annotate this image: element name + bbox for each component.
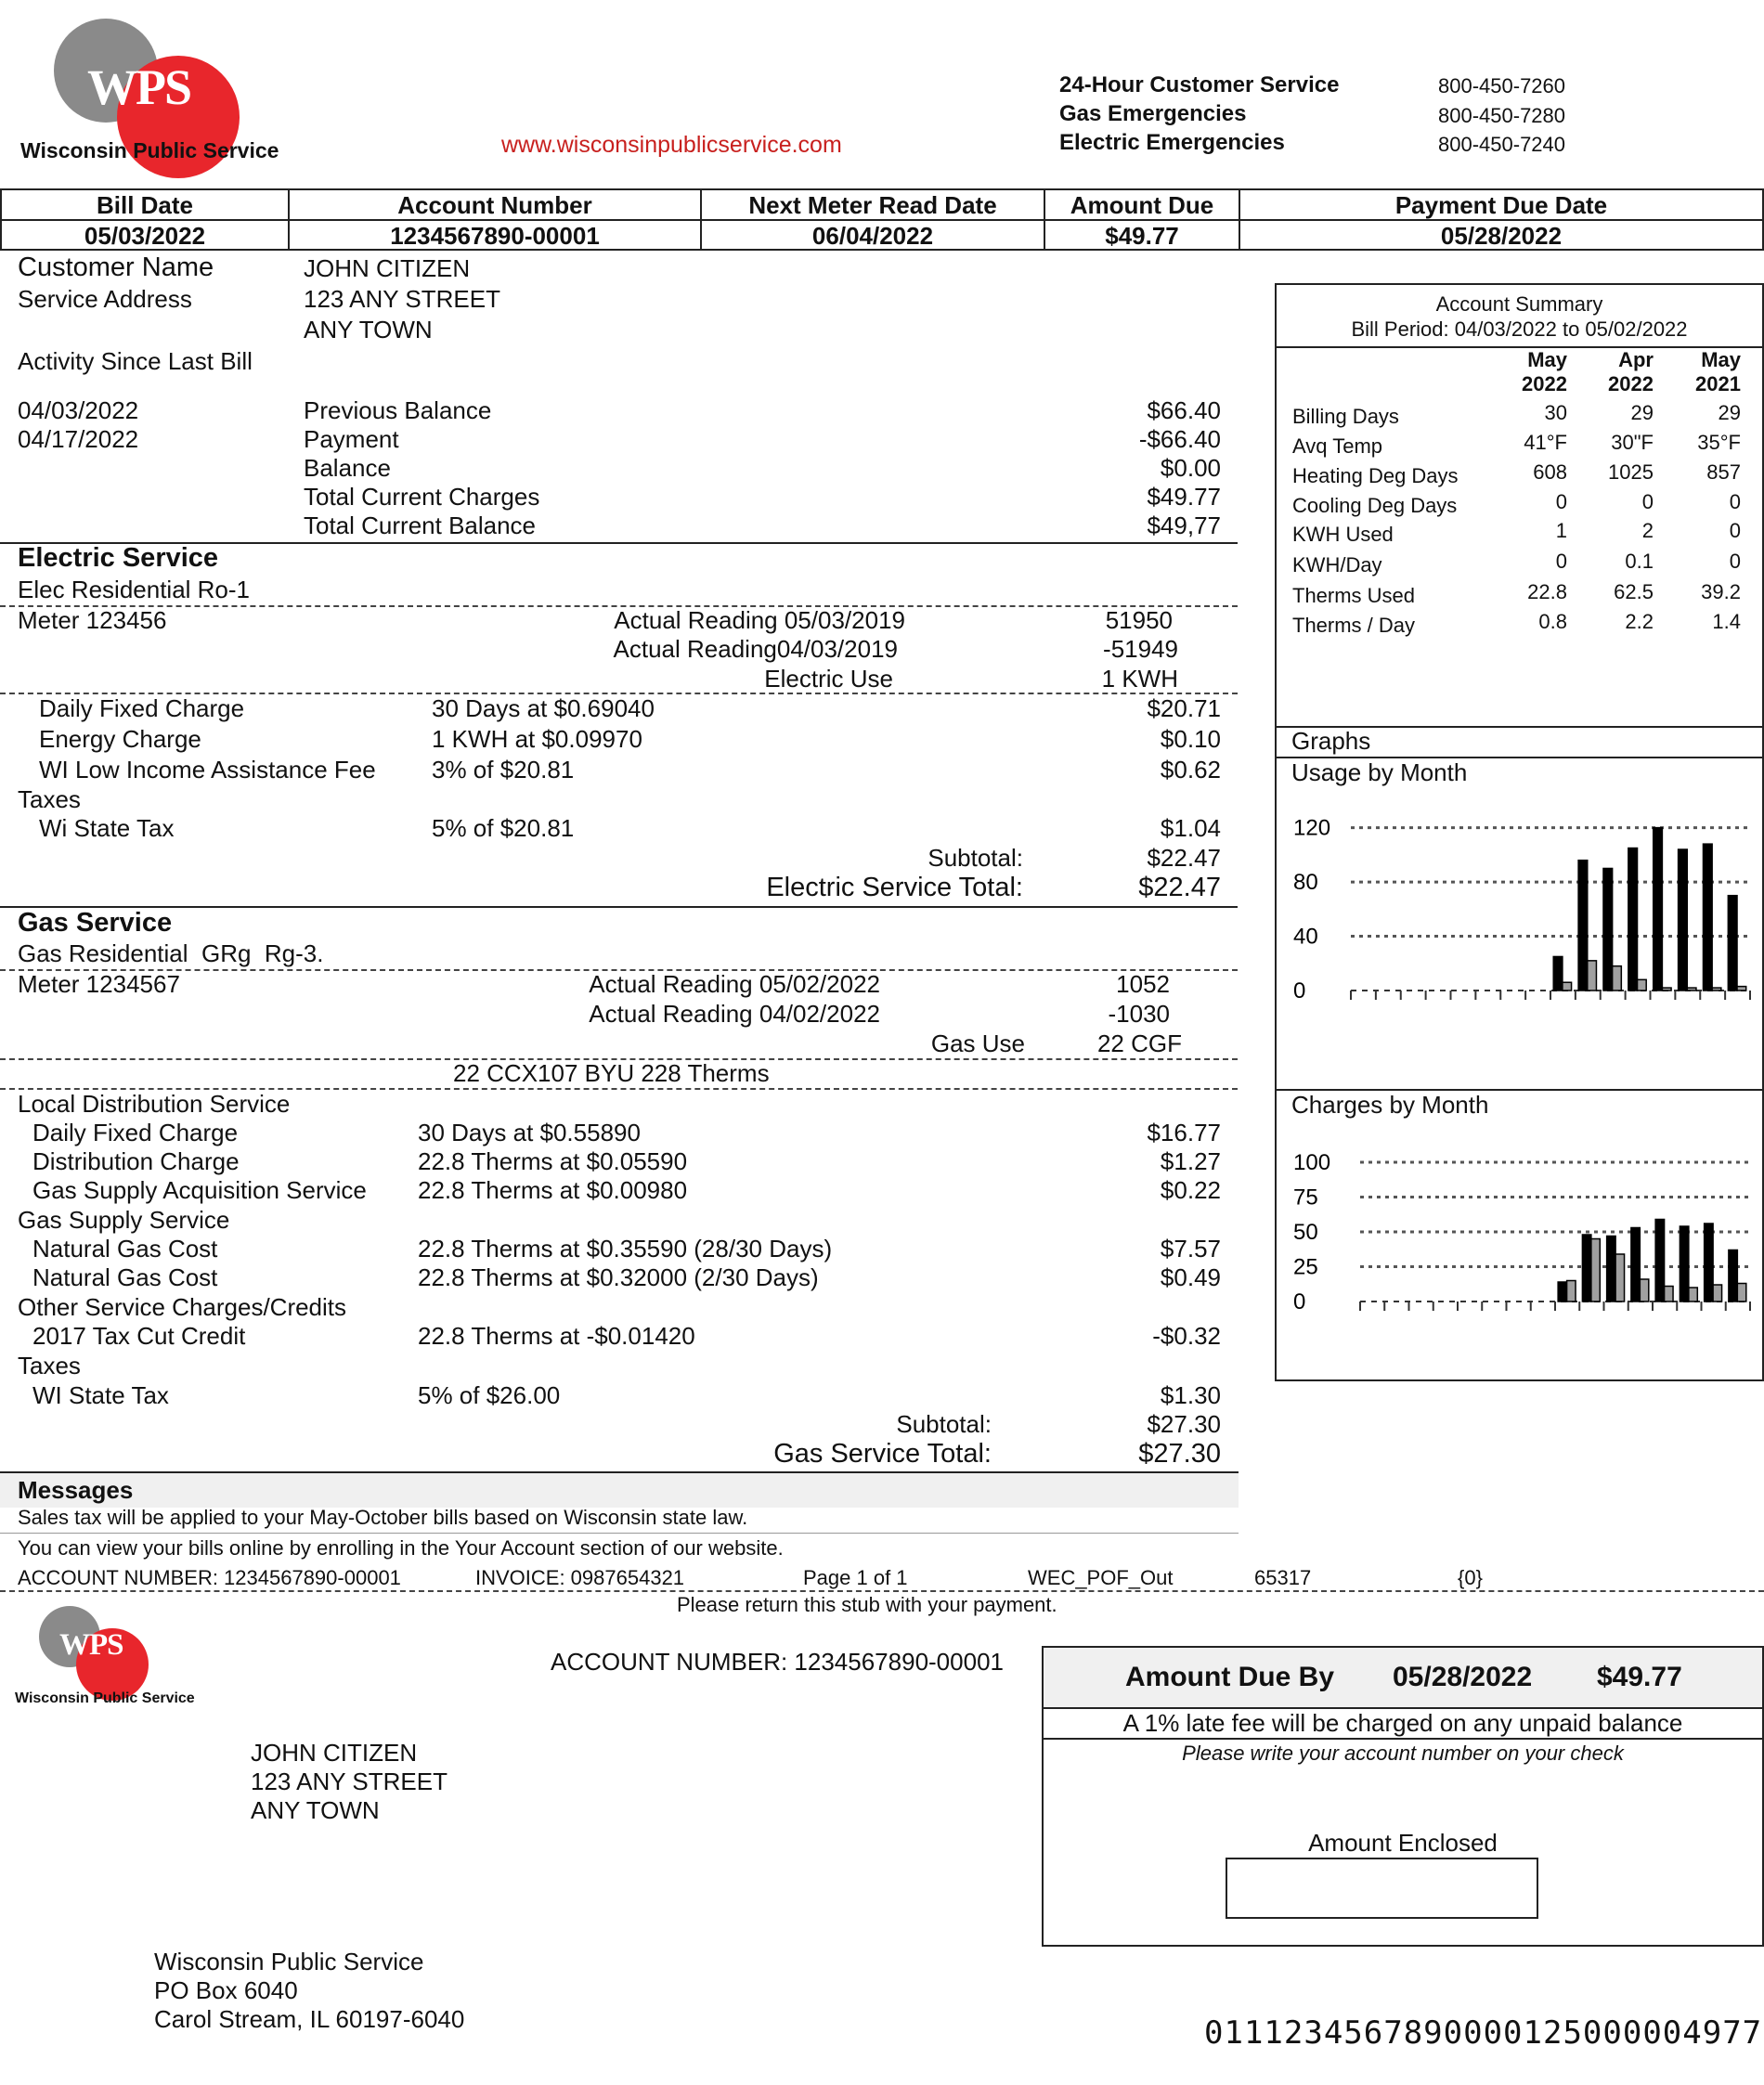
customer-name-label: Customer Name xyxy=(18,253,214,282)
electric-total-label: Electric Service Total: xyxy=(766,873,1023,902)
stub-account: ACCOUNT NUMBER: 1234567890-00001 xyxy=(551,1648,1004,1676)
website-link[interactable]: www.wisconsinpublicservice.com xyxy=(501,132,842,158)
y-tick-label: 80 xyxy=(1293,870,1318,896)
gas-total-label: Gas Service Total: xyxy=(773,1439,992,1469)
td-bill-date: 05/03/2022 xyxy=(2,221,290,251)
chart-svg xyxy=(1277,1120,1762,1362)
y-tick-label: 50 xyxy=(1293,1220,1318,1245)
th-payment-due: Payment Due Date xyxy=(1394,191,1608,219)
bar-prior xyxy=(1588,961,1597,991)
activity-desc: Balance xyxy=(304,454,391,482)
charge-detail: 22.8 Therms at $0.00980 xyxy=(418,1176,688,1204)
tax-detail: 5% of $20.81 xyxy=(432,814,575,842)
activity-date: 04/03/2022 xyxy=(18,396,139,424)
gas-subtotal-label: Subtotal: xyxy=(896,1410,992,1438)
charge-amount: $1.27 xyxy=(1160,1147,1221,1175)
footer-num: 65317 xyxy=(1254,1566,1312,1589)
charge-desc: WI Low Income Assistance Fee xyxy=(39,756,376,783)
y-tick-label: 25 xyxy=(1293,1254,1318,1280)
stub-customer-name: JOHN CITIZEN xyxy=(251,1739,418,1767)
charge-desc: Daily Fixed Charge xyxy=(39,694,245,722)
scanline: 0111234567890000125000004977 xyxy=(1204,2014,1763,2052)
electric-total: $22.47 xyxy=(1138,873,1221,902)
messages-title: Messages xyxy=(18,1476,134,1504)
summary-row-label: Avq Temp xyxy=(1292,434,1383,458)
logo-text: WPS xyxy=(87,59,191,115)
activity-desc: Total Current Charges xyxy=(304,483,540,511)
activity-desc: Payment xyxy=(304,425,399,453)
summary-row-value: 41°F xyxy=(1524,431,1567,454)
charges-chart-title: Charges by Month xyxy=(1291,1091,1489,1119)
bar-current xyxy=(1578,861,1588,991)
electric-subtotal: $22.47 xyxy=(1147,844,1221,872)
contact-phone: 800-450-7260 xyxy=(1438,74,1566,97)
activity-title: Activity Since Last Bill xyxy=(18,347,253,375)
td-amount-due: $49.77 xyxy=(1045,221,1240,251)
usage-chart-title: Usage by Month xyxy=(1291,758,1468,786)
amount-due-bar xyxy=(1044,1648,1762,1709)
customer-street: 123 ANY STREET xyxy=(304,285,500,313)
service-address-label: Service Address xyxy=(18,285,192,313)
remit-box: PO Box 6040 xyxy=(154,1976,298,2004)
th-amount-due: Amount Due xyxy=(1045,190,1240,220)
contact-label: Electric Emergencies xyxy=(1059,130,1285,155)
activity-amount: $66.40 xyxy=(1147,396,1221,424)
taxes-label: Taxes xyxy=(18,785,81,813)
summary-row-value: 30"F xyxy=(1611,431,1654,454)
other-label: Other Service Charges/Credits xyxy=(18,1293,347,1321)
amount-enclosed-field[interactable] xyxy=(1226,1858,1538,1919)
activity-date: 04/17/2022 xyxy=(18,425,139,453)
summary-row-value: 22.8 xyxy=(1527,580,1567,603)
gas-reading-label: Actual Reading 05/02/2022 xyxy=(589,970,880,998)
electric-reading-label: Actual Reading 05/03/2019 xyxy=(614,606,905,634)
y-tick-label: 0 xyxy=(1293,978,1306,1004)
stub-company-name: Wisconsin Public Service xyxy=(15,1690,195,1706)
summary-row-value: 0 xyxy=(1729,490,1741,513)
bar-current xyxy=(1631,1228,1640,1302)
contact-phone: 800-450-7280 xyxy=(1438,104,1566,127)
summary-row-value: 29 xyxy=(1630,401,1654,424)
bar-prior xyxy=(1737,1284,1745,1302)
therms-line: 22 CCX107 BYU 228 Therms xyxy=(453,1059,770,1087)
charge-detail: 22.8 Therms at -$0.01420 xyxy=(418,1322,695,1350)
summary-row-value: 0 xyxy=(1555,490,1567,513)
gas-use-value: 22 CGF xyxy=(1096,1030,1182,1057)
bar-current xyxy=(1582,1235,1590,1302)
summary-row-value: 0 xyxy=(1555,550,1567,573)
bar-current xyxy=(1553,956,1563,991)
tax-desc: Wi State Tax xyxy=(39,814,175,842)
charge-detail: 1 KWH at $0.09970 xyxy=(432,725,642,753)
electric-reading-value: -51949 xyxy=(1103,635,1178,663)
gas-reading-value: 1052 xyxy=(1116,970,1170,998)
bill-info-table xyxy=(0,188,1764,251)
bar-current xyxy=(1680,1226,1688,1302)
amount-enclosed-label: Amount Enclosed xyxy=(1308,1829,1498,1857)
payment-box xyxy=(1042,1646,1764,1947)
charge-desc: Energy Charge xyxy=(39,725,201,753)
bar-current xyxy=(1654,828,1663,991)
check-note: Please write your account number on your check xyxy=(1182,1742,1624,1765)
graphs-label: Graphs xyxy=(1291,727,1371,755)
col-month: Apr xyxy=(1618,348,1654,371)
remit-name: Wisconsin Public Service xyxy=(154,1948,424,1975)
col-month: May xyxy=(1527,348,1567,371)
bar-prior xyxy=(1737,987,1746,991)
electric-meter: Meter 123456 xyxy=(18,606,167,634)
bar-current xyxy=(1603,868,1613,991)
bar-current xyxy=(1729,1250,1737,1302)
tax-amount: $1.04 xyxy=(1160,814,1221,842)
taxes-label: Taxes xyxy=(18,1352,81,1379)
bar-prior xyxy=(1665,1287,1673,1302)
td-account-number: 1234567890-00001 xyxy=(290,221,702,251)
summary-row-label: KWH/Day xyxy=(1292,553,1382,576)
summary-row-value: 2 xyxy=(1641,519,1654,542)
charges-by-month-chart xyxy=(1277,1120,1762,1362)
summary-row-label: Billing Days xyxy=(1292,405,1399,428)
charge-amount: $20.71 xyxy=(1147,694,1221,722)
summary-row-value: 30 xyxy=(1544,401,1567,424)
charge-amount: -$0.32 xyxy=(1152,1322,1221,1350)
electric-subtotal-label: Subtotal: xyxy=(927,844,1023,872)
stub-due-date: 05/28/2022 xyxy=(1393,1662,1533,1692)
chart-svg xyxy=(1277,796,1762,1046)
td-payment-due: 05/28/2022 xyxy=(1440,222,1563,250)
bar-prior xyxy=(1613,966,1622,991)
summary-title: Account Summary xyxy=(1435,292,1603,316)
bar-prior xyxy=(1638,979,1647,991)
charge-amount: $0.62 xyxy=(1160,756,1221,783)
bar-prior xyxy=(1567,1281,1576,1302)
bar-prior xyxy=(1563,982,1572,991)
summary-row-value: 0 xyxy=(1641,490,1654,513)
summary-row-value: 62.5 xyxy=(1614,580,1654,603)
lds-label: Local Distribution Service xyxy=(18,1090,291,1118)
charge-desc: Gas Supply Acquisition Service xyxy=(32,1176,367,1204)
summary-row-label: Therms Used xyxy=(1292,584,1416,607)
stub-amount: $49.77 xyxy=(1597,1662,1682,1692)
footer-page: Page 1 of 1 xyxy=(803,1566,908,1589)
col-year: 2022 xyxy=(1608,372,1654,395)
summary-row-value: 608 xyxy=(1533,460,1567,484)
customer-town: ANY TOWN xyxy=(304,316,433,343)
return-note: Please return this stub with your payment. xyxy=(677,1593,1057,1616)
y-tick-label: 0 xyxy=(1293,1289,1306,1314)
supply-label: Gas Supply Service xyxy=(18,1206,230,1234)
charge-detail: 30 Days at $0.69040 xyxy=(432,694,655,722)
summary-row-value: 0.8 xyxy=(1538,610,1567,633)
bar-current xyxy=(1628,848,1638,991)
summary-row-value: 35°F xyxy=(1697,431,1741,454)
gas-title: Gas Service xyxy=(18,908,173,938)
electric-use-label: Electric Use xyxy=(764,665,893,693)
summary-row-value: 1025 xyxy=(1608,460,1654,484)
charge-detail: 30 Days at $0.55890 xyxy=(418,1119,641,1146)
col-month: May xyxy=(1701,348,1741,371)
summary-row-value: 1 xyxy=(1555,519,1567,542)
activity-desc: Total Current Balance xyxy=(304,512,537,539)
charge-detail: 22.8 Therms at $0.32000 (2/30 Days) xyxy=(418,1263,819,1291)
gas-meter: Meter 1234567 xyxy=(18,970,180,998)
bar-current xyxy=(1607,1237,1615,1302)
stub-customer-town: ANY TOWN xyxy=(251,1796,380,1824)
remit-city: Carol Stream, IL 60197-6040 xyxy=(154,2005,465,2033)
stub-logo-text: WPS xyxy=(59,1628,123,1662)
message-line: Sales tax will be applied to your May-October bills based on Wisconsin state law. xyxy=(18,1506,748,1529)
gas-reading-label: Actual Reading 04/02/2022 xyxy=(589,1000,880,1028)
charge-desc: Natural Gas Cost xyxy=(32,1235,218,1263)
summary-row-label: Heating Deg Days xyxy=(1292,464,1459,487)
footer-account: ACCOUNT NUMBER: 1234567890-00001 xyxy=(18,1566,401,1589)
bar-current xyxy=(1703,844,1712,991)
bar-current xyxy=(1705,1224,1713,1302)
summary-row-value: 857 xyxy=(1706,460,1741,484)
contact-label: 24-Hour Customer Service xyxy=(1059,72,1340,97)
charge-detail: 3% of $20.81 xyxy=(432,756,575,783)
th-account-number: Account Number xyxy=(290,190,702,220)
tax-desc: WI State Tax xyxy=(32,1381,169,1409)
bar-current xyxy=(1558,1282,1566,1302)
charge-amount: $7.57 xyxy=(1160,1235,1221,1263)
amount-due-by-label: Amount Due By xyxy=(1125,1662,1334,1692)
divider xyxy=(0,906,1238,908)
messages-header xyxy=(0,1471,1239,1508)
summary-row-label: Cooling Deg Days xyxy=(1292,494,1458,517)
activity-amount: $0.00 xyxy=(1160,454,1221,482)
bar-prior xyxy=(1662,988,1671,991)
summary-row-label: Therms / Day xyxy=(1292,614,1416,637)
bar-prior xyxy=(1615,1254,1624,1302)
tax-detail: 5% of $26.00 xyxy=(418,1381,561,1409)
bar-prior xyxy=(1713,1285,1721,1302)
summary-row-value: 1.4 xyxy=(1712,610,1741,633)
gas-use-label: Gas Use xyxy=(930,1030,1025,1057)
summary-row-value: 2.2 xyxy=(1625,610,1654,633)
charge-amount: $0.22 xyxy=(1160,1176,1221,1204)
charge-desc: Distribution Charge xyxy=(32,1147,240,1175)
summary-row-value: 0 xyxy=(1729,519,1741,542)
activity-amount: $49,77 xyxy=(1147,512,1221,539)
contact-phone: 800-450-7240 xyxy=(1438,133,1566,156)
tear-line xyxy=(0,1590,1764,1592)
bar-prior xyxy=(1689,1288,1697,1302)
charge-amount: $16.77 xyxy=(1147,1119,1221,1146)
divider xyxy=(0,1533,1239,1534)
charge-detail: 22.8 Therms at $0.05590 xyxy=(418,1147,688,1175)
footer-code: WEC_POF_Out xyxy=(1028,1566,1174,1589)
gas-rate: Gas Residential GRg Rg-3. xyxy=(18,939,324,967)
message-line: You can view your bills online by enrolling in the Your Account section of our website. xyxy=(18,1536,784,1560)
late-fee-note: A 1% late fee will be charged on any unpaid balance xyxy=(1122,1709,1683,1737)
electric-title: Electric Service xyxy=(18,543,219,573)
electric-rate: Elec Residential Ro-1 xyxy=(18,576,251,603)
gas-total: $27.30 xyxy=(1138,1439,1221,1469)
electric-use-value: 1 KWH xyxy=(1101,665,1178,693)
col-year: 2021 xyxy=(1695,372,1741,395)
charge-desc: Natural Gas Cost xyxy=(32,1263,218,1291)
summary-period: Bill Period: 04/03/2022 to 05/02/2022 xyxy=(1351,317,1688,341)
y-tick-label: 75 xyxy=(1293,1185,1318,1211)
y-tick-label: 120 xyxy=(1293,815,1331,841)
charge-detail: 22.8 Therms at $0.35590 (28/30 Days) xyxy=(418,1235,833,1263)
col-year: 2022 xyxy=(1522,372,1567,395)
gas-reading-value: -1030 xyxy=(1108,1000,1170,1028)
company-name: Wisconsin Public Service xyxy=(20,138,279,162)
charge-desc: 2017 Tax Cut Credit xyxy=(32,1322,246,1350)
bar-prior xyxy=(1712,988,1721,991)
y-tick-label: 100 xyxy=(1293,1150,1331,1175)
td-next-read: 06/04/2022 xyxy=(702,221,1045,251)
contact-label: Gas Emergencies xyxy=(1059,101,1247,126)
bar-prior xyxy=(1640,1279,1648,1302)
tax-amount: $1.30 xyxy=(1160,1381,1221,1409)
electric-reading-label: Actual Reading04/03/2019 xyxy=(613,635,898,663)
charge-amount: $0.10 xyxy=(1160,725,1221,753)
activity-amount: -$66.40 xyxy=(1138,425,1221,453)
activity-amount: $49.77 xyxy=(1147,483,1221,511)
bar-current xyxy=(1655,1220,1664,1302)
bar-prior xyxy=(1591,1239,1600,1302)
summary-row-value: 39.2 xyxy=(1701,580,1741,603)
bar-prior xyxy=(1687,988,1696,991)
th-bill-date: Bill Date xyxy=(2,190,290,220)
activity-desc: Previous Balance xyxy=(304,396,492,424)
charge-desc: Daily Fixed Charge xyxy=(32,1119,239,1146)
summary-row-value: 0 xyxy=(1729,550,1741,573)
summary-row-label: KWH Used xyxy=(1292,523,1394,546)
gas-subtotal: $27.30 xyxy=(1147,1410,1221,1438)
y-tick-label: 40 xyxy=(1293,924,1318,950)
usage-by-month-chart xyxy=(1277,796,1762,1046)
footer-invoice: INVOICE: 0987654321 xyxy=(475,1566,685,1589)
stub-customer-street: 123 ANY STREET xyxy=(251,1768,447,1795)
summary-row-value: 29 xyxy=(1718,401,1741,424)
summary-row-value: 0.1 xyxy=(1625,550,1654,573)
account-summary-panel xyxy=(1275,283,1764,1381)
bar-current xyxy=(1679,849,1688,991)
bar-current xyxy=(1728,896,1737,991)
footer-brace: {0} xyxy=(1458,1566,1483,1589)
customer-name: JOHN CITIZEN xyxy=(304,254,471,282)
charge-amount: $0.49 xyxy=(1160,1263,1221,1291)
th-next-read: Next Meter Read Date xyxy=(702,190,1045,220)
electric-reading-value: 51950 xyxy=(1105,606,1173,634)
